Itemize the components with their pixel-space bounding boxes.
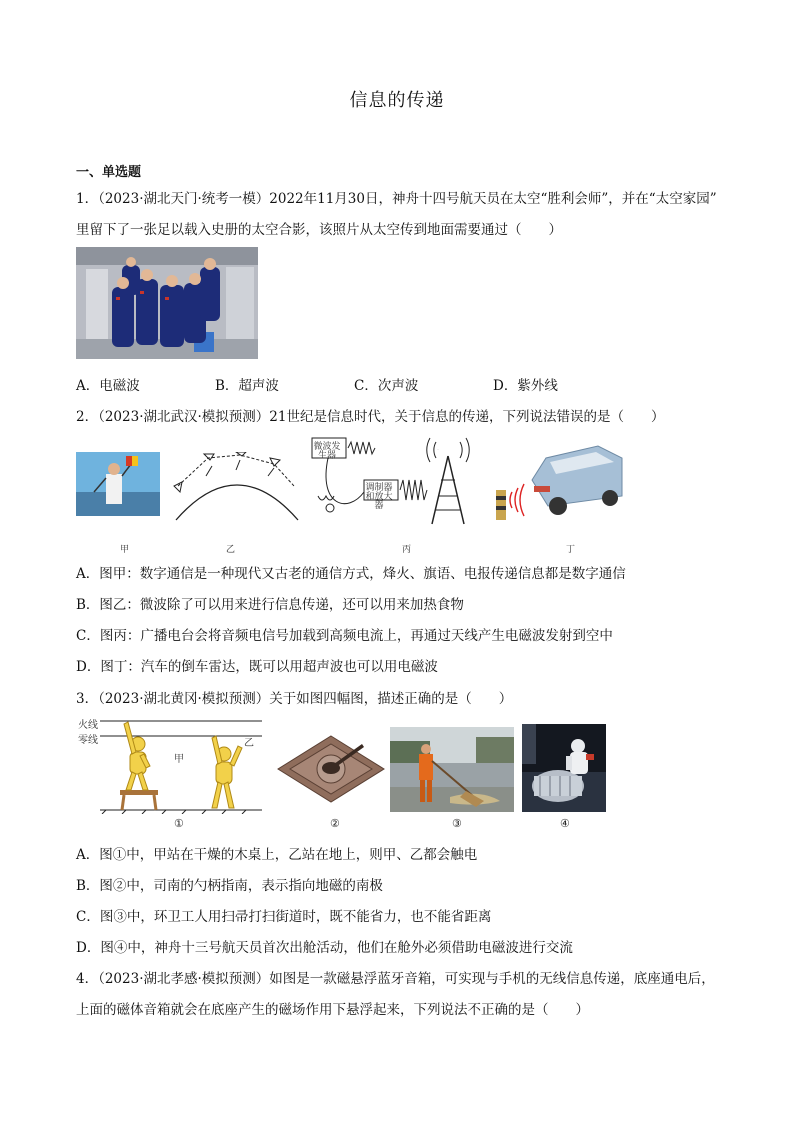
q1-astronaut-photo xyxy=(76,247,258,359)
q4-stem-line1: 4．（2023·湖北孝感·模拟预测）如图是一款磁悬浮蓝牙音箱，可实现与手机的无线信息传递，底座通电后， xyxy=(76,971,715,987)
q1-option-c[interactable]: C．次声波 xyxy=(354,378,419,394)
q1-option-a[interactable]: A．电磁波 xyxy=(76,378,140,394)
q3-num-4: ④ xyxy=(560,817,570,830)
q1-option-d[interactable]: D．紫外线 xyxy=(493,378,558,394)
q2-figure-ding-parking-radar xyxy=(488,440,626,524)
q2-stem: 2．（2023·湖北武汉·模拟预测）21世纪是信息时代，关于信息的传递，下列说法错误的是（ ） xyxy=(76,409,665,425)
section-heading: 一、单选题 xyxy=(76,165,142,180)
q3-label-yi: 乙 xyxy=(244,738,254,749)
q3-option-d[interactable]: D．图④中，神舟十三号航天员首次出舱活动，他们在舱外必须借助电磁波进行交流 xyxy=(76,940,573,956)
q3-label-neutral-wire: 零线 xyxy=(78,735,98,746)
q3-label-jia: 甲 xyxy=(174,754,184,765)
q3-figure-1-electric-shock xyxy=(76,714,266,814)
q2-label-ding: 丁 xyxy=(566,545,576,555)
q2-option-b[interactable]: B．图乙：微波除了可以用来进行信息传递，还可以用来加热食物 xyxy=(76,597,464,613)
q3-figure-4-spacewalk xyxy=(522,724,606,812)
q2-option-a[interactable]: A．图甲：数字通信是一种现代又古老的通信方式，烽火、旗语、电报传递信息都是数字通信 xyxy=(76,566,626,582)
q3-label-live-wire: 火线 xyxy=(78,720,98,731)
q3-option-a[interactable]: A．图①中，甲站在干燥的木桌上，乙站在地上，则甲、乙都会触电 xyxy=(76,847,478,863)
q2-box-label-modulator: 调制器和放大器 xyxy=(365,483,393,511)
q2-figure-yi-microwave-relay xyxy=(170,452,304,522)
page-title: 信息的传递 xyxy=(349,90,445,111)
q2-option-c[interactable]: C．图丙：广播电台会将音频电信号加载到高频电流上，再通过天线产生电磁波发射到空中 xyxy=(76,628,613,644)
q1-options xyxy=(76,374,558,394)
q1-stem-line2: 里留下了一张足以载入史册的太空合影，该照片从太空传到地面需要通过（ ） xyxy=(76,222,562,238)
q3-option-b[interactable]: B．图②中，司南的勺柄指南，表示指向地磁的南极 xyxy=(76,878,383,894)
q2-box-label-microwave: 微波发生器 xyxy=(313,442,341,461)
q1-stem-line1: 1．（2023·湖北天门·统考一模）2022年11月30日，神舟十四号航天员在太空“胜利会师”，并在“太空家园” xyxy=(76,191,717,207)
q2-label-yi: 乙 xyxy=(226,545,236,555)
q1-option-b[interactable]: B．超声波 xyxy=(215,378,279,394)
q4-stem-line2: 上面的磁体音箱就会在底座产生的磁场作用下悬浮起来，下列说法不正确的是（ ） xyxy=(76,1002,589,1018)
q2-figure-jia-flag-signal xyxy=(76,452,160,516)
q3-figure-2-sinan-compass xyxy=(276,734,386,804)
q3-stem: 3．（2023·湖北黄冈·模拟预测）关于如图四幅图，描述正确的是（ ） xyxy=(76,691,513,707)
q3-figure-3-street-sweeper xyxy=(390,727,514,812)
q3-num-1: ① xyxy=(174,817,184,830)
q2-label-jia: 甲 xyxy=(120,545,130,555)
q3-option-c[interactable]: C．图③中，环卫工人用扫帚打扫街道时，既不能省力，也不能省距离 xyxy=(76,909,492,925)
q3-num-3: ③ xyxy=(452,817,462,830)
q2-label-bing: 丙 xyxy=(402,545,412,555)
q2-option-d[interactable]: D．图丁：汽车的倒车雷达，既可以用超声波也可以用电磁波 xyxy=(76,659,438,675)
q3-num-2: ② xyxy=(330,817,340,830)
